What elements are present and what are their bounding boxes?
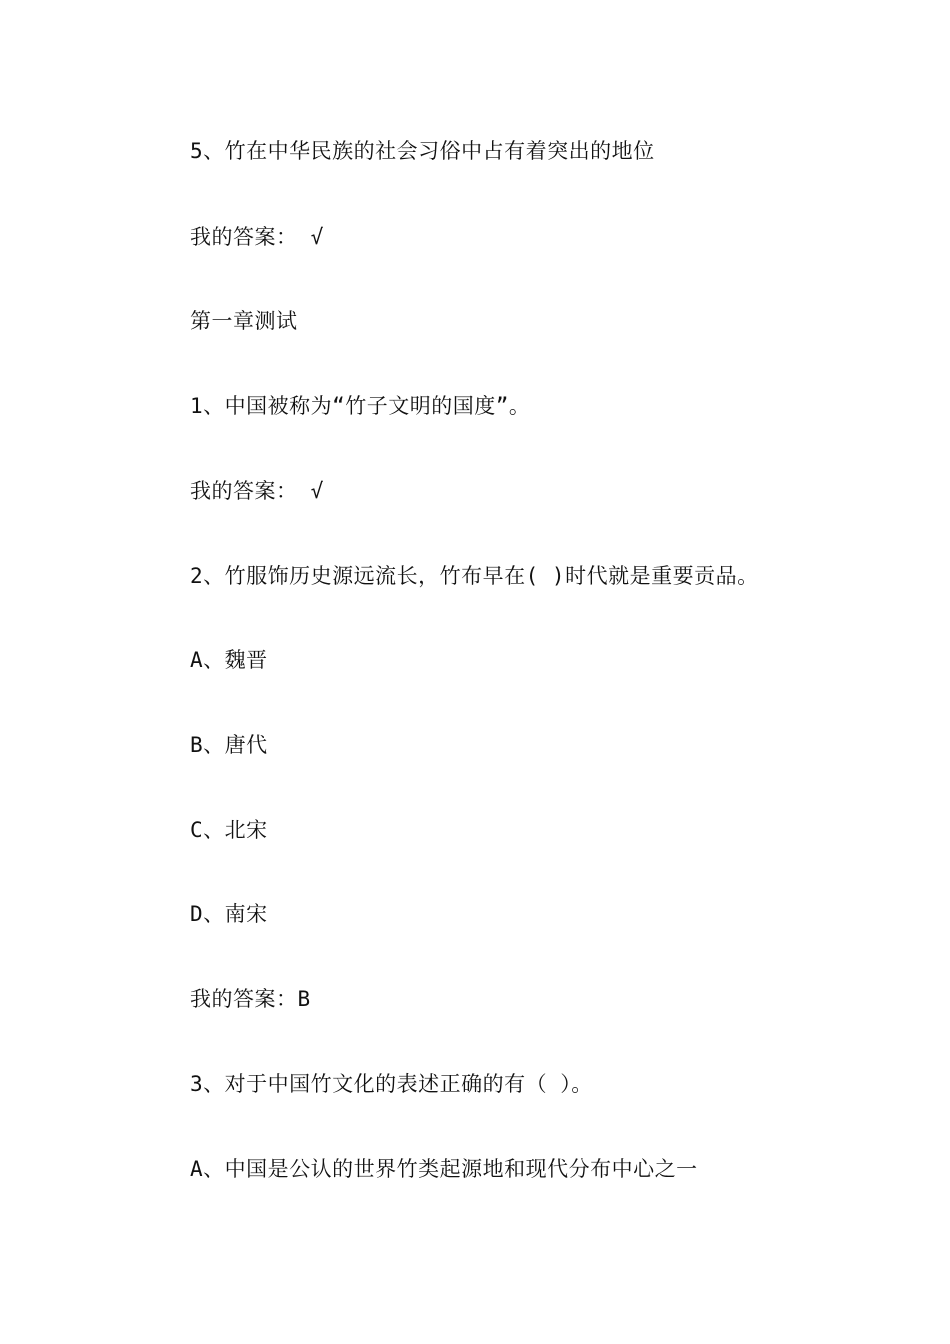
question-1-text: 1、中国被称为“竹子文明的国度”。 bbox=[190, 394, 531, 418]
answer-q2: 我的答案：B bbox=[190, 987, 311, 1011]
option-a-q3: A、中国是公认的世界竹类起源地和现代分布中心之一 bbox=[190, 1157, 698, 1181]
answer-q5: 我的答案： √ bbox=[190, 225, 324, 249]
option-a: A、魏晋 bbox=[190, 648, 268, 672]
option-d: D、南宋 bbox=[190, 902, 268, 926]
question-2-text: 2、竹服饰历史源远流长，竹布早在( )时代就是重要贡品。 bbox=[190, 564, 759, 588]
option-c: C、北宋 bbox=[190, 818, 268, 842]
answer-q1: 我的答案： √ bbox=[190, 479, 324, 503]
question-3-text: 3、对于中国竹文化的表述正确的有（ ）。 bbox=[190, 1072, 593, 1096]
question-5-text: 5、竹在中华民族的社会习俗中占有着突出的地位 bbox=[190, 139, 655, 163]
option-b: B、唐代 bbox=[190, 733, 268, 757]
chapter-heading: 第一章测试 bbox=[190, 309, 298, 333]
